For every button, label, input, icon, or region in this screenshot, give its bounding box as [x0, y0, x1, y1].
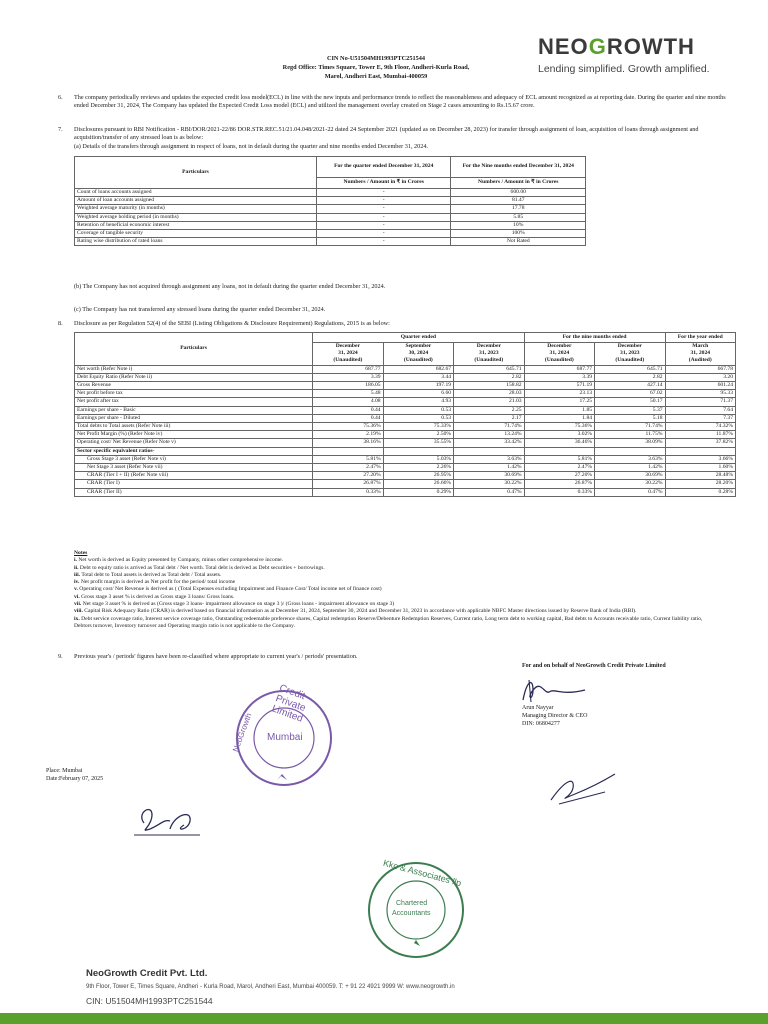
footer-cin: CIN: U51504MH1993PTC251544	[86, 996, 213, 1006]
regd-office-line-2: Marol, Andheri East, Mumbai-400059	[324, 73, 428, 80]
t2-cell-value: 5.48	[313, 390, 383, 398]
note-text: Capital Risk Adequacy Ratio (CRAR) is derived based on financial information as at December 31, 2024, September 30, 2024 and December 31, 2023 in accordance with applicable NBFC Master directions issued by Reserve Bank of India (RBI).	[84, 608, 637, 615]
t2-cell-value: 0.53	[383, 414, 453, 422]
t2-cell-value: 427.14	[595, 382, 665, 390]
t2-cell-value: 28.48%	[665, 472, 735, 480]
note-item	[74, 594, 714, 601]
t2-cell-value: 71.74%	[454, 423, 524, 431]
t2-cell-value: 4.08	[313, 398, 383, 406]
t2-cell-empty	[383, 447, 453, 455]
footer-green-bar	[0, 1013, 768, 1024]
t2-row	[75, 373, 736, 381]
t2-cell-value: 1.60%	[665, 464, 735, 472]
logo-text-g: G	[588, 34, 607, 59]
t2-cell-value: 3.63%	[595, 455, 665, 463]
t2-row	[75, 398, 736, 406]
t2-sector-subrow	[75, 488, 736, 496]
t2-col-header	[665, 343, 735, 366]
date-label: Date:February 07, 2025	[46, 776, 104, 782]
t2-col-header	[454, 343, 524, 366]
t1-cell-label: Amount of loan accounts assigned	[75, 197, 317, 205]
t2-cell-value: 5.81%	[313, 455, 383, 463]
t1-cell-label: Retention of beneficial economic interest	[75, 221, 317, 229]
t2-col-header	[595, 343, 665, 366]
t2-cell-value: 667.78	[665, 365, 735, 373]
t2-cell-value: 7.37	[665, 414, 735, 422]
t2-cell-label: Net profit before tax	[75, 390, 313, 398]
note-key: vi.	[74, 593, 80, 600]
t2-cell-value: 5.03%	[383, 455, 453, 463]
t2-cell-value: 0.33%	[313, 488, 383, 496]
t2-cell-value: 26.66%	[383, 480, 453, 488]
t2-row	[75, 390, 736, 398]
t2-cell-value: 38.16%	[313, 439, 383, 447]
t1-cell-quarter: -	[317, 221, 451, 229]
auditor-stamp-line-1: Chartered	[396, 900, 428, 907]
t2-col-header-line: (Unaudited)	[474, 357, 504, 364]
t1-cell-nine-months: 81.47	[451, 197, 586, 205]
signature-auditor-icon	[545, 770, 620, 810]
t2-row	[75, 365, 736, 373]
t2-col-header	[313, 343, 383, 366]
note-text: Net worth is derived as Equity presented by Company, minus other comprehensive income.	[78, 557, 284, 564]
t2-cell-value: 687.77	[524, 365, 594, 373]
t2-cell-label: Net worth (Refer Note i)	[75, 365, 313, 373]
note-text: Net stage 3 asset % is derived as (Gross stage 3 loans- impairment allowance on stage 3 )/ (Gross loans - impairment allowance on stage 3)	[82, 601, 395, 608]
note-key: vii.	[74, 601, 82, 608]
t2-cell-value: 0.29%	[383, 488, 453, 496]
t1-row	[75, 189, 586, 197]
item-8-text: Disclosure as per Regulation 52(4) of the SEBI (Listing Obligations & Disclosure Requirement) Regulations, 2015 is as below:	[74, 320, 390, 327]
t2-cell-value: 186.05	[313, 382, 383, 390]
footer-company-name: NeoGrowth Credit Pvt. Ltd.	[86, 968, 208, 979]
t2-row	[75, 431, 736, 439]
t2-cell-value: 0.47%	[595, 488, 665, 496]
t2-cell-value: 30.69%	[454, 472, 524, 480]
t2-cell-value: 27.20%	[313, 472, 383, 480]
t2-cell-value: 682.67	[383, 365, 453, 373]
t2-cell-value: 0.33%	[524, 488, 594, 496]
t2-cell-value: 158.82	[454, 382, 524, 390]
t2-col-header-line: December	[335, 343, 360, 349]
t2-cell-value: 0.44	[313, 414, 383, 422]
t2-cell-value: 35.55%	[383, 439, 453, 447]
t2-cell-value: 23.13	[524, 390, 594, 398]
t2-cell-label: Gross Revenue	[75, 382, 313, 390]
t2-cell-value: 75.33%	[383, 423, 453, 431]
t2-col-header-line: (Unaudited)	[615, 357, 645, 364]
t1-cell-nine-months: 10%	[451, 221, 586, 229]
t2-cell-value: 0.47%	[454, 488, 524, 496]
t1-cell-label: Weighted average maturity (in months)	[75, 205, 317, 213]
t2-cell-value: 36.46%	[524, 439, 594, 447]
t2-col-header-line: December	[476, 343, 501, 349]
t1-cell-quarter: -	[317, 197, 451, 205]
t1-row	[75, 205, 586, 213]
t2-cell-value: 1.42%	[595, 464, 665, 472]
t2-cell-label: CRAR (Tier I + II) (Refer Note viii)	[75, 472, 313, 480]
notes-block	[74, 550, 714, 630]
logo-tagline: Lending simplified. Growth amplified.	[538, 63, 710, 75]
t2-col-header-line: 31, 2024	[690, 350, 711, 357]
t2-row	[75, 423, 736, 431]
t1-subheader-nine-months: Numbers / Amount in ₹ in Crores	[451, 178, 586, 189]
note-text: Debt to equity ratio is arrived as Total debt / Net worth. Total debt is derived as Debt securities + borrowings.	[79, 564, 325, 571]
t1-row	[75, 221, 586, 229]
t2-sector-subrow	[75, 472, 736, 480]
t2-row	[75, 414, 736, 422]
t2-cell-label: Operating cost/ Net Revenue (Refer Note v)	[75, 439, 313, 447]
t2-cell-value: 75.36%	[524, 423, 594, 431]
t2-cell-value: 2.19%	[313, 431, 383, 439]
t2-cell-value: 197.19	[383, 382, 453, 390]
company-stamp-city: Mumbai	[267, 732, 303, 743]
signoff-designation: Managing Director & CEO	[522, 713, 588, 719]
t2-row	[75, 382, 736, 390]
t1-header-particulars: Particulars	[75, 157, 317, 189]
t2-cell-value: 6.60	[383, 390, 453, 398]
t2-cell-label: Earnings per share - Basic	[75, 406, 313, 414]
note-item	[74, 586, 714, 593]
note-item	[74, 616, 714, 631]
t2-cell-label: Earnings per share - Diluted	[75, 414, 313, 422]
t1-cell-label: Count of loans accounts assigned	[75, 189, 317, 197]
t1-cell-nine-months: 100%	[451, 230, 586, 238]
t2-cell-value: 71.37	[665, 398, 735, 406]
note-item	[74, 608, 714, 615]
t2-cell-value: 1.84	[524, 414, 594, 422]
item-9-text: Previous year's / periods' figures have been re-classified where appropriate to current year's / periods' presentation.	[74, 653, 358, 660]
t2-cell-value: 27.20%	[524, 472, 594, 480]
t2-cell-value: 28.03	[454, 390, 524, 398]
t2-cell-value: 4.93	[383, 398, 453, 406]
t2-cell-empty	[313, 447, 383, 455]
t1-cell-nine-months: Not Rated	[451, 238, 586, 246]
t2-cell-label: Net Profit Margin (%) (Refer Note iv)	[75, 431, 313, 439]
t2-header-quarter-ended: Quarter ended	[313, 333, 524, 343]
t2-sector-row	[75, 447, 736, 455]
note-item	[74, 557, 714, 564]
t2-cell-value: 5.18	[595, 414, 665, 422]
t2-header-year-ended: For the year ended	[665, 333, 735, 343]
t1-cell-nine-months: 5.85	[451, 213, 586, 221]
t2-cell-value: 38.09%	[595, 439, 665, 447]
t2-cell-label: Gross Stage 3 asset (Refer Note vi)	[75, 455, 313, 463]
note-text: Gross stage 3 asset % is derived as Gross stage 3 loans/ Gross loans.	[81, 593, 235, 600]
t2-cell-value: 50.17	[595, 398, 665, 406]
logo-text-post: ROWTH	[606, 34, 695, 59]
footer-address: 9th Floor, Tower E, Times Square, Andheri - Kurla Road, Marol, Andheri East, Mumbai 400059. T: + 91 22 4921 9999 W: www.neogrowth.in	[86, 984, 455, 990]
t2-cell-value: 5.81%	[524, 455, 594, 463]
t2-cell-value: 3.44	[383, 373, 453, 381]
t2-cell-value: 5.37	[595, 406, 665, 414]
t2-cell-label: Net profit after tax	[75, 398, 313, 406]
item-7-sub-b: (b) The Company has not acquired through assignment any loans, not in default during the quarter ended December 31, 2024.	[74, 283, 386, 290]
t2-col-header-line: September	[405, 343, 432, 349]
t2-row	[75, 406, 736, 414]
item-9-number: 9.	[58, 653, 63, 660]
t2-col-header-line: 30, 2024	[408, 350, 429, 357]
t2-cell-value: 687.77	[313, 365, 383, 373]
assignment-table	[74, 156, 586, 246]
t1-header-quarter: For the quarter ended December 31, 2024	[317, 157, 451, 178]
regd-office-line-1: Regd Office: Times Square, Tower E, 9th Floor, Andheri-Kurla Road,	[282, 64, 470, 71]
t2-cell-value: 17.25	[524, 398, 594, 406]
t2-cell-value: 1.42%	[454, 464, 524, 472]
item-7-sub-c: (c) The Company has not transferred any stressed loans during the quarter ended December 31, 2024.	[74, 306, 326, 313]
t2-cell-empty	[454, 447, 524, 455]
signoff-name: Arun Nayyar	[522, 705, 554, 711]
t2-col-header-line: (Unaudited)	[403, 357, 433, 364]
t1-cell-quarter: -	[317, 189, 451, 197]
t2-cell-value: 645.71	[595, 365, 665, 373]
t1-cell-quarter: -	[317, 238, 451, 246]
t2-cell-value: 3.39	[524, 373, 594, 381]
t2-cell-value: 2.82	[595, 373, 665, 381]
logo-text-pre: NEO	[538, 34, 589, 59]
t2-cell-label: CRAR (Tier II)	[75, 488, 313, 496]
company-stamp-outer-text: Credit Private Limited	[270, 682, 307, 725]
note-text: Net profit margin is derived as Net profit for the period/ total income	[80, 579, 236, 586]
t2-cell-value: 33.42%	[454, 439, 524, 447]
t2-cell-value: 0.53	[383, 406, 453, 414]
t2-cell-value: 2.17	[454, 414, 524, 422]
t2-cell-value: 3.66%	[665, 455, 735, 463]
t2-cell-value: 21.03	[454, 398, 524, 406]
item-8-number: 8.	[58, 320, 63, 327]
place-label: Place: Mumbai	[46, 768, 83, 774]
t1-cell-nine-months: 17.78	[451, 205, 586, 213]
initials-signature-icon	[130, 795, 210, 845]
t2-cell-value: 645.71	[454, 365, 524, 373]
t2-cell-value: 601.24	[665, 382, 735, 390]
t2-col-header	[524, 343, 594, 366]
note-key: i.	[74, 557, 77, 564]
company-stamp	[231, 682, 334, 788]
t2-cell-label: Debt Equity Ratio (Refer Note ii)	[75, 373, 313, 381]
t1-row	[75, 197, 586, 205]
t2-col-header	[383, 343, 453, 366]
note-text: Operating cost/ Net Revenue is derived as ( (Total Expenses excluding Impairment and Finance Cost/ Total income net of finance cost)	[79, 586, 382, 593]
t2-cell-value: 95.33	[665, 390, 735, 398]
t1-cell-quarter: -	[317, 230, 451, 238]
t2-cell-value: 74.32%	[665, 423, 735, 431]
note-key: viii.	[74, 608, 83, 615]
t2-cell-value: 2.26%	[383, 464, 453, 472]
item-7-sub-a: (a) Details of the transfers through assignment in respect of loans, not in default during the quarter and nine months ended December 31, 2024.	[74, 143, 428, 150]
note-key: iii.	[74, 571, 81, 578]
t2-col-header-line: 31, 2023	[620, 350, 640, 357]
t2-cell-value: 13.24%	[454, 431, 524, 439]
note-key: iv.	[74, 579, 80, 586]
t2-cell-value: 75.36%	[313, 423, 383, 431]
note-key: ii.	[74, 564, 79, 571]
item-7-number: 7.	[58, 126, 63, 133]
t2-header-particulars: Particulars	[75, 333, 313, 366]
t2-cell-label: Net Stage 3 asset (Refer Note vii)	[75, 464, 313, 472]
t2-cell-value: 2.47%	[313, 464, 383, 472]
t1-row	[75, 213, 586, 221]
cin-header: CIN No-U51504MH1993PTC251544	[326, 55, 426, 62]
auditor-stamp-line-2: Accountants	[392, 910, 431, 917]
t2-cell-value: 2.25	[454, 406, 524, 414]
t2-cell-value: 2.82	[454, 373, 524, 381]
item-6-text: The company periodically reviews and updates the expected credit loss model(ECL) in line with the new inputs and performance trends to reflect the reasonableness and adequacy of ECL amount recognized as at reporting date. During the quarter and nine months ended December 31, 2024, The Company has updated the Expected Credit Loss model (ECL) and utilized the management overlay created on Stage 2 cases amounting to Rs.15.67 crore.	[74, 94, 726, 109]
t2-cell-value: 2.50%	[383, 431, 453, 439]
t1-cell-quarter: -	[317, 205, 451, 213]
t2-cell-value: 2.47%	[524, 464, 594, 472]
t2-col-header-line: (Audited)	[688, 357, 712, 364]
t2-cell-value: 28.20%	[665, 480, 735, 488]
t2-header-nine-months: For the nine months ended	[524, 333, 665, 343]
t2-col-header-line: 31, 2023	[479, 350, 499, 357]
signoff-behalf: For and on behalf of NeoGrowth Credit Private Limited	[522, 663, 666, 669]
t1-cell-nine-months: 600.00	[451, 189, 586, 197]
t2-col-header-line: December	[617, 343, 642, 349]
item-6-number: 6.	[58, 94, 63, 101]
company-stamp-left-text: NeoGrowth	[231, 711, 254, 754]
t2-cell-empty	[524, 447, 594, 455]
t2-row	[75, 439, 736, 447]
t2-cell-label: CRAR (Tier I)	[75, 480, 313, 488]
note-text: Total debt to Total assets is derived as Total debt / Total assets.	[81, 571, 222, 578]
t2-sector-subrow	[75, 480, 736, 488]
t1-cell-label: Coverage of tangible security	[75, 230, 317, 238]
t2-cell-value: 0.44	[313, 406, 383, 414]
notes-title: Notes	[74, 550, 88, 556]
t2-cell-value: 67.02	[595, 390, 665, 398]
t2-col-header-line: (Unaudited)	[333, 357, 363, 364]
t1-subheader-quarter: Numbers / Amount in ₹ in Crores	[317, 178, 451, 189]
t2-sector-label: Sector specific equivalent ratios-	[75, 447, 313, 455]
auditor-stamp	[366, 857, 466, 960]
t2-cell-empty	[665, 447, 735, 455]
t2-cell-value: 0.28%	[665, 488, 735, 496]
t2-col-header-line: 31, 2024	[338, 350, 358, 357]
t2-cell-label: Total debts to Total assets (Refer Note iii)	[75, 423, 313, 431]
t2-cell-value: 1.85	[524, 406, 594, 414]
t1-cell-label: Weighted average holding period (in months)	[75, 213, 317, 221]
t2-cell-value: 3.63%	[454, 455, 524, 463]
t2-cell-value: 37.82%	[665, 439, 735, 447]
t2-cell-value: 26.87%	[524, 480, 594, 488]
auditor-stamp-outer-text: Kkc & Associates llp	[382, 857, 463, 889]
t1-header-nine-months: For the Nine months ended December 31, 2024	[451, 157, 586, 178]
t2-cell-value: 26.87%	[313, 480, 383, 488]
t2-cell-value: 571.19	[524, 382, 594, 390]
t2-col-header-line: March	[692, 343, 709, 349]
t2-cell-value: 7.64	[665, 406, 735, 414]
note-key: ix.	[74, 615, 80, 622]
signature-md-icon	[515, 676, 595, 706]
item-7-text: Disclosures pursuant to RBI Notification - RBI/DOR/2021-22/86 DOR.STR.REC.51/21.04.048/2021-22 dated 24 September 2021 (updated as on December 28, 2023) for transfer through assignment of loan, acquisition of loans through assignment and acquisition/transfer of any stressed loan is as below:	[74, 126, 699, 141]
t2-col-header-line: December	[547, 343, 572, 349]
t2-sector-subrow	[75, 464, 736, 472]
note-text: Debt service coverage ratio, Interest service coverage ratio, Outstanding redeemable preference shares, Capital redemption Reserve/Debenture Redemption Reserves, Current ratio, Long term debt to working capital, Bad debts to Accounts receivable ratio, Current liability ratio, Debtors turnover, Inventory turnover and Operating margin ratio is not applicable to the Company.	[74, 615, 703, 629]
t2-cell-value: 3.02%	[524, 431, 594, 439]
t1-row	[75, 230, 586, 238]
t2-cell-value: 26.95%	[383, 472, 453, 480]
t2-cell-value: 30.22%	[454, 480, 524, 488]
note-item	[74, 565, 714, 572]
t2-cell-value: 3.39	[313, 373, 383, 381]
t2-cell-value: 30.69%	[595, 472, 665, 480]
t2-cell-value: 11.87%	[665, 431, 735, 439]
t2-cell-empty	[595, 447, 665, 455]
t2-cell-value: 3.20	[665, 373, 735, 381]
t1-row	[75, 238, 586, 246]
t1-cell-quarter: -	[317, 213, 451, 221]
sebi-ratios-table	[74, 332, 736, 497]
signoff-din: DIN: 06804277	[522, 721, 560, 727]
t2-col-header-line: 31, 2024	[549, 350, 570, 357]
t2-cell-value: 71.74%	[595, 423, 665, 431]
t1-cell-label: Rating wise distribution of rated loans	[75, 238, 317, 246]
neogrowth-logo	[538, 34, 695, 60]
t2-cell-value: 11.75%	[595, 431, 665, 439]
t2-sector-subrow	[75, 455, 736, 463]
t2-cell-value: 30.22%	[595, 480, 665, 488]
note-key: v.	[74, 586, 78, 593]
t2-col-header-line: (Unaudited)	[544, 357, 574, 364]
